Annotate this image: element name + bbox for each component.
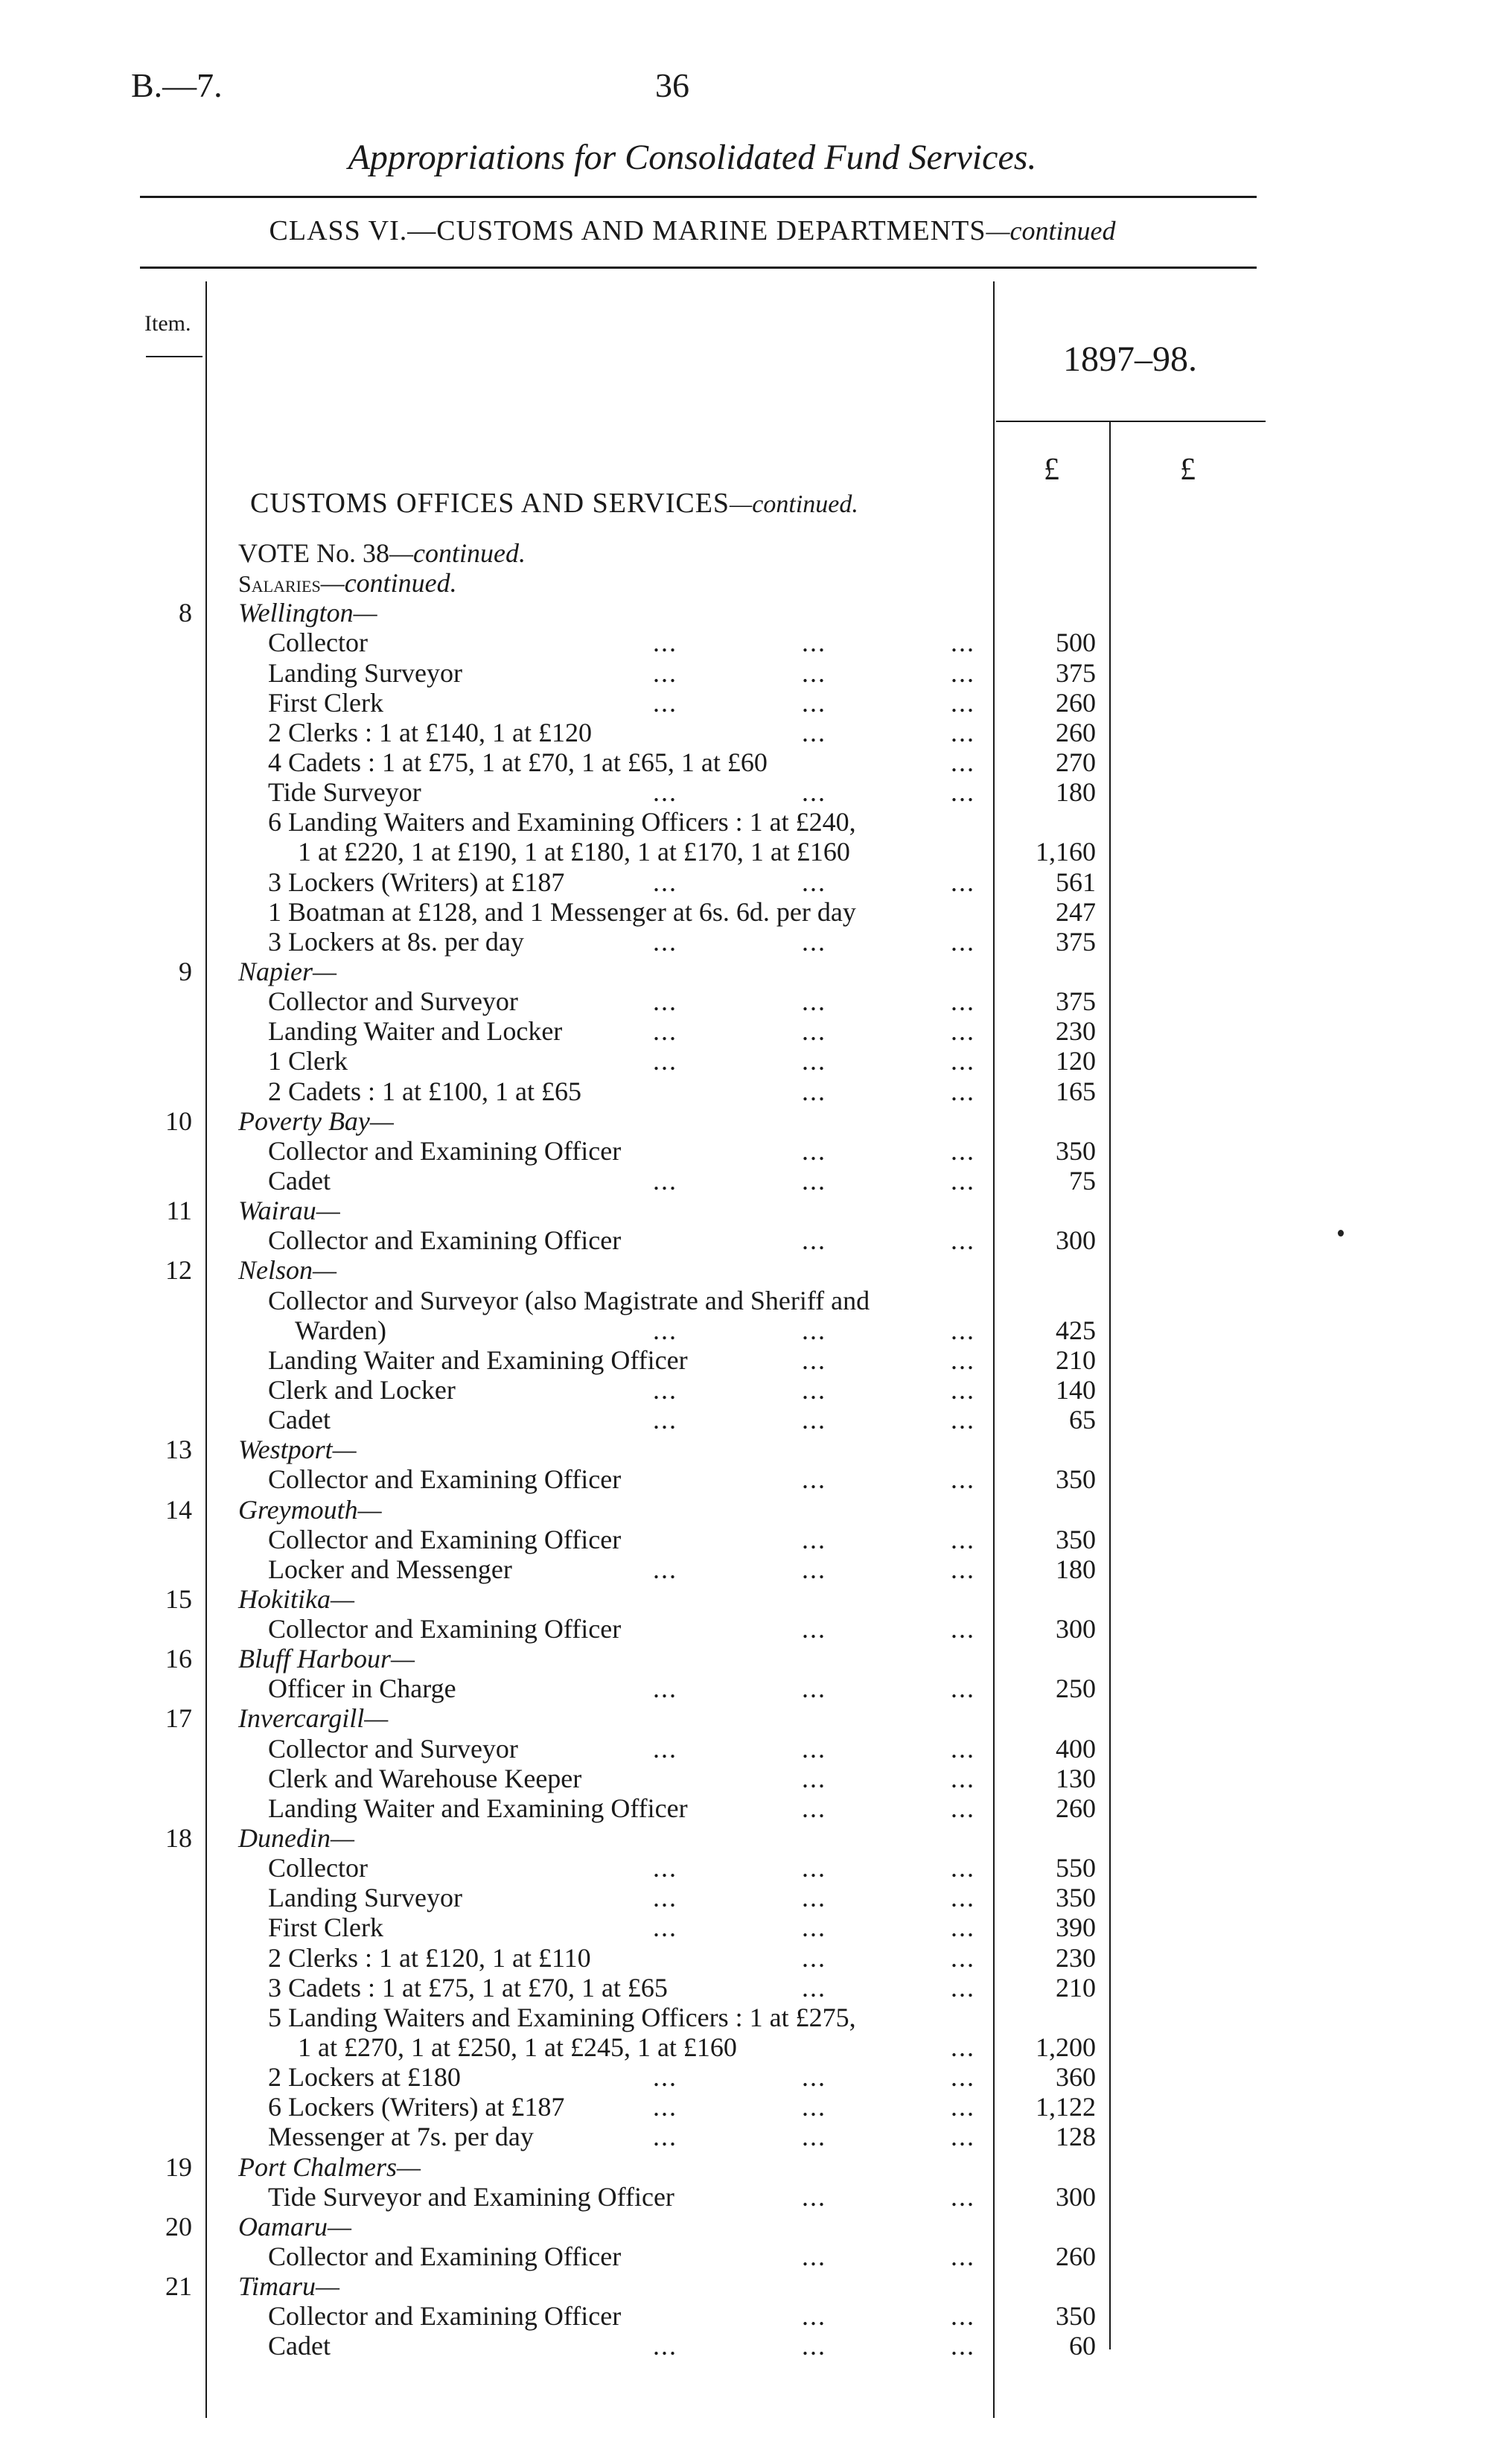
row-description-text: Bluff Harbour— [238,1644,415,1674]
row-description-text: VOTE No. 38 [238,538,389,568]
row-description-text: Collector and Surveyor [268,1733,518,1764]
row-description [268,986,518,1016]
row-amount: 260 [1056,717,1096,747]
row-description [268,1136,621,1166]
row-description [268,1764,581,1793]
item-header-underline [146,356,202,357]
row-description [268,1166,331,1196]
row-description-text: Dunedin— [238,1823,354,1854]
item-number: 12 [165,1255,192,1286]
row-description [268,1046,348,1076]
row-description [268,2301,621,2331]
row-description-text: 6 Lockers (Writers) at £187 [268,2092,565,2122]
section-heading-text: CUSTOMS OFFICES AND SERVICES [250,488,730,519]
leader-dots: ... ... [802,1942,975,1973]
leader-dots: ... ... ... [653,628,975,658]
leader-dots: ... ... [802,1793,975,1823]
row-description [238,598,377,628]
row-description [268,1883,462,1912]
leader-dots: ... ... ... [653,1315,975,1345]
item-number: 18 [165,1823,192,1854]
table-row [0,2003,1512,2032]
row-description-text: 1 at £270, 1 at £250, 1 at £245, 1 at £160 [298,2032,737,2063]
row-amount: 120 [1056,1046,1096,1076]
row-description-text: Locker and Messenger [268,1554,512,1584]
row-description [268,688,383,718]
row-description [268,718,592,747]
row-description [268,1286,870,1315]
class-heading-suffix: —continued [986,216,1116,246]
table-row [0,2062,1512,2092]
row-amount: 210 [1056,1972,1096,2003]
row-description-text: Cadet [268,1405,331,1435]
table-row [0,2092,1512,2122]
row-amount: 270 [1056,747,1096,777]
table-row [0,1375,1512,1405]
table-row [0,1286,1512,1315]
table-row [0,1016,1512,1046]
table-row [0,1255,1512,1285]
row-amount: 247 [1056,896,1096,927]
row-description [238,1584,354,1614]
table-row [0,538,1512,568]
table-row [0,1734,1512,1764]
row-amount: 180 [1056,1554,1096,1584]
leader-dots: ... ... ... [653,1554,975,1584]
row-description [268,1076,581,1106]
section-heading-suffix: —continued. [730,491,858,518]
table-row [0,1106,1512,1136]
row-description [268,1375,456,1405]
row-amount: 140 [1056,1374,1096,1405]
row-description-suffix: —continued. [389,538,526,568]
table-row [0,1823,1512,1853]
row-description-text: Port Chalmers— [238,2151,421,2182]
row-description [268,2092,564,2122]
row-description-text: Nelson— [238,1255,337,1286]
row-amount: 180 [1056,777,1096,808]
row-amount: 390 [1056,1912,1096,1943]
row-description-text: Salaries [238,570,321,598]
item-number: 9 [179,956,192,986]
class-heading-text: CLASS VI.—CUSTOMS AND MARINE DEPARTMENTS [269,215,986,246]
row-description-text: Collector and Examining Officer [268,1135,622,1166]
row-description-text: 2 Cadets : 1 at £100, 1 at £65 [268,1076,581,1106]
leader-dots: ... ... ... [653,1405,975,1435]
leader-dots: ... ... [802,1464,975,1495]
row-amount: 400 [1056,1733,1096,1764]
table-row [0,1196,1512,1225]
row-description [298,2032,737,2062]
leader-dots: ... ... ... [653,2092,975,2122]
row-amount: 425 [1056,1315,1096,1345]
page-number: 36 [655,66,689,104]
row-description [238,1703,388,1733]
row-description-text: 2 Clerks : 1 at £140, 1 at £120 [268,717,592,747]
leader-dots: ... ... [802,2181,975,2212]
appropriation-rows [0,538,1512,2361]
table-row [0,747,1512,777]
row-description [268,658,462,688]
leader-dots: ... ... ... [653,1912,975,1943]
leader-dots: ... ... ... [653,1674,975,1704]
leader-dots: ... ... [802,1076,975,1106]
row-description-text: Landing Waiter and Examining Officer [268,1793,688,1823]
item-number: 14 [165,1494,192,1525]
row-description-text: 3 Lockers at 8s. per day [268,926,524,957]
table-row [0,2242,1512,2271]
leader-dots: ... ... ... [653,1165,975,1196]
leader-dots: ... [951,2032,975,2063]
table-row [0,1525,1512,1554]
row-description [268,2003,856,2032]
row-description-text: Landing Surveyor [268,1883,462,1913]
row-amount: 165 [1056,1076,1096,1106]
row-description-text: 2 Lockers at £180 [268,2062,461,2093]
row-description-text: Westport— [238,1435,357,1465]
table-row [0,897,1512,927]
leader-dots: ... [951,747,975,777]
row-description-text: Hokitika— [238,1583,354,1614]
row-amount: 300 [1056,1225,1096,1256]
row-description-text: Collector [268,628,368,658]
row-description [268,897,856,927]
row-description [268,867,564,897]
table-row [0,1674,1512,1703]
item-number: 15 [165,1583,192,1614]
row-amount: 130 [1056,1763,1096,1793]
table-row [0,1764,1512,1793]
leader-dots: ... ... ... [653,657,975,688]
table-row [0,1315,1512,1345]
row-description-text: Collector and Examining Officer [268,2301,622,2332]
table-row [0,1136,1512,1166]
row-description [268,1674,456,1703]
table-row [0,1435,1512,1464]
row-description-text: Wellington— [238,598,377,628]
row-description [268,1943,591,1973]
row-amount: 350 [1056,1464,1096,1495]
row-description-text: Collector and Examining Officer [268,1614,622,1644]
item-number: 19 [165,2151,192,2182]
row-description-suffix: —continued. [320,568,457,599]
row-description [238,2271,339,2301]
table-row [0,1225,1512,1255]
leader-dots: ... ... ... [653,777,975,808]
table-row [0,1166,1512,1196]
item-number: 21 [165,2271,192,2302]
row-description-text: Landing Waiter and Examining Officer [268,1344,688,1375]
row-description [268,747,768,777]
table-row [0,1495,1512,1525]
row-amount: 561 [1056,867,1096,897]
row-description-text: Landing Surveyor [268,657,462,688]
leader-dots: ... ... ... [653,867,975,897]
table-row [0,1943,1512,1973]
row-description [268,2122,534,2151]
row-description [268,1554,512,1584]
row-description [268,2062,461,2092]
row-description-text: Napier— [238,956,337,986]
row-description [268,1853,368,1883]
row-description [238,1255,336,1285]
row-description [268,1525,621,1554]
table-row [0,2212,1512,2242]
leader-dots: ... ... ... [653,1883,975,1913]
leader-dots: ... ... [802,717,975,747]
row-amount: 350 [1056,1524,1096,1554]
row-description-text: Wairau— [238,1196,340,1226]
item-number: 17 [165,1703,192,1734]
row-description [268,807,856,837]
row-description-text: Landing Waiter and Locker [268,1016,563,1047]
year-header-underline [996,421,1266,422]
row-amount: 375 [1056,926,1096,957]
table-row [0,1345,1512,1375]
row-description-text: Collector and Examining Officer [268,1225,622,1256]
row-description-text: 6 Landing Waiters and Examining Officers : 1 at £240, [268,807,856,837]
row-amount: 375 [1056,986,1096,1017]
row-description-text: Officer in Charge [268,1674,456,1704]
item-number: 8 [179,598,192,628]
row-description-text: Clerk and Locker [268,1374,456,1405]
row-description-text: 3 Lockers (Writers) at £187 [268,867,565,897]
row-amount: 1,200 [1036,2032,1096,2063]
row-amount: 375 [1056,657,1096,688]
row-description-text: Collector and Surveyor (also Magistrate and Sheriff and [268,1285,870,1315]
leader-dots: ... ... [802,2301,975,2332]
year-column-header: 1897–98. [1063,339,1197,379]
row-description [295,1315,386,1345]
row-description [268,2242,621,2271]
leader-dots: ... ... ... [653,926,975,957]
leader-dots: ... ... ... [653,986,975,1017]
table-row [0,2182,1512,2212]
row-description-text: 4 Cadets : 1 at £75, 1 at £70, 1 at £65, 1 at £60 [268,747,768,777]
table-row [0,1883,1512,1912]
row-description [268,1464,621,1494]
row-description [238,957,336,986]
leader-dots: ... ... [802,1972,975,2003]
table-row [0,2271,1512,2301]
row-description-text: Collector and Examining Officer [268,1524,622,1554]
table-row [0,1554,1512,1584]
leader-dots: ... ... ... [653,1733,975,1764]
table-row [0,568,1512,598]
row-description-text: 3 Cadets : 1 at £75, 1 at £70, 1 at £65 [268,1972,668,2003]
leader-dots: ... ... [802,2242,975,2272]
row-description-text: Collector and Examining Officer [268,1464,622,1495]
row-description-text: 2 Clerks : 1 at £120, 1 at £110 [268,1942,591,1973]
row-description [268,1912,383,1942]
row-description-text: Collector [268,1853,368,1883]
leader-dots: ... ... ... [653,1046,975,1076]
row-description [268,777,421,807]
table-row [0,1973,1512,2003]
leader-dots: ... ... [802,1344,975,1375]
leader-dots: ... ... ... [653,687,975,718]
row-amount: 230 [1056,1942,1096,1973]
row-description [268,1345,688,1375]
table-row [0,628,1512,657]
table-row [0,2301,1512,2331]
row-description [238,1435,357,1464]
table-row [0,957,1512,986]
row-amount: 260 [1056,2242,1096,2272]
leader-dots: ... ... [802,1225,975,1256]
row-description-text: Invercargill— [238,1703,389,1734]
table-row [0,777,1512,807]
leader-dots: ... ... [802,1614,975,1644]
row-amount: 260 [1056,1793,1096,1823]
row-description [268,1016,562,1046]
row-description-text: 1 at £220, 1 at £190, 1 at £180, 1 at £170, 1 at £160 [298,837,850,867]
row-amount: 210 [1056,1344,1096,1375]
table-row [0,1584,1512,1614]
row-description [238,1106,394,1136]
row-amount: 350 [1056,2301,1096,2332]
leader-dots: ... ... ... [653,1853,975,1883]
row-description [268,2331,331,2361]
row-description-text: Oamaru— [238,2211,352,2242]
row-description [268,1793,688,1823]
table-row [0,807,1512,837]
leader-dots: ... ... ... [653,2062,975,2093]
row-description-text: Greymouth— [238,1494,382,1525]
table-row [0,1644,1512,1674]
row-description-text: Timaru— [238,2271,340,2302]
row-description-text: Warden) [295,1315,387,1345]
row-description [268,927,524,957]
row-description-text: Clerk and Warehouse Keeper [268,1763,582,1793]
table-row [0,658,1512,688]
row-description [238,2212,351,2242]
row-description-text: Messenger at 7s. per day [268,2122,534,2152]
item-number: 11 [166,1196,192,1226]
row-description [268,628,368,657]
row-description [238,1495,382,1525]
table-row [0,927,1512,957]
row-amount: 300 [1056,2181,1096,2212]
table-row [0,2122,1512,2151]
leader-dots: ... ... [802,1763,975,1793]
row-description [238,538,526,568]
row-description-text: Cadet [268,2331,331,2361]
table-row [0,1912,1512,1942]
table-row [0,986,1512,1016]
table-row [0,2032,1512,2062]
row-description [238,1196,340,1225]
row-description [268,1225,621,1255]
table-row [0,1046,1512,1076]
table-row [0,1076,1512,1106]
leader-dots: ... ... [802,1135,975,1166]
page-title: Appropriations for Consolidated Fund Services. [348,138,1037,177]
item-number: 10 [165,1105,192,1136]
table-row [0,1464,1512,1494]
table-row [0,1614,1512,1644]
table-row [0,1793,1512,1823]
row-description-text: Poverty Bay— [238,1105,394,1136]
row-description [238,2152,421,2182]
row-description [268,1973,668,2003]
row-amount: 60 [1069,2331,1096,2361]
row-amount: 360 [1056,2062,1096,2093]
row-amount: 250 [1056,1674,1096,1704]
row-amount: 260 [1056,687,1096,718]
row-description-text: 1 Boatman at £128, and 1 Messenger at 6s. 6d. per day [268,896,856,927]
document-reference: B.—7. [131,66,223,104]
leader-dots: ... ... ... [653,2122,975,2152]
row-description [268,1614,621,1644]
row-description-text: Tide Surveyor and Examining Officer [268,2181,674,2212]
row-amount: 65 [1069,1405,1096,1435]
row-amount: 128 [1056,2122,1096,2152]
leader-dots: ... ... [802,1524,975,1554]
table-row [0,688,1512,718]
row-description-text: First Clerk [268,1912,384,1943]
table-row [0,867,1512,897]
item-column-header: Item. [144,311,191,336]
row-description-text: 1 Clerk [268,1046,348,1076]
row-description [238,568,457,599]
table-row [0,718,1512,747]
section-heading [250,487,858,520]
pound-column-2: £ [1180,453,1196,487]
row-description [268,1405,331,1435]
row-amount: 75 [1069,1165,1096,1196]
leader-dots: ... ... ... [653,1016,975,1047]
item-number: 20 [165,2211,192,2242]
row-amount: 230 [1056,1016,1096,1047]
row-description-text: First Clerk [268,687,384,718]
row-amount: 550 [1056,1853,1096,1883]
row-description [238,1644,415,1674]
item-number: 13 [165,1435,192,1465]
top-rule [140,196,1257,198]
pound-column-1: £ [1044,453,1059,487]
row-amount: 350 [1056,1883,1096,1913]
row-amount: 300 [1056,1614,1096,1644]
item-number: 16 [165,1644,192,1674]
table-row [0,2152,1512,2182]
row-amount: 1,160 [1036,837,1096,867]
row-description [268,1734,518,1764]
class-heading [0,214,1385,247]
row-description [268,2182,674,2212]
table-row [0,1703,1512,1733]
row-description-text: Collector and Surveyor [268,986,518,1017]
row-description-text: Tide Surveyor [268,777,421,808]
row-description-text: Cadet [268,1165,331,1196]
leader-dots: ... ... ... [653,1374,975,1405]
row-description-text: Collector and Examining Officer [268,2242,622,2272]
row-amount: 350 [1056,1135,1096,1166]
leader-dots: ... ... ... [653,2331,975,2361]
row-description [238,1823,354,1853]
table-row [0,1853,1512,1883]
class-rule [140,267,1257,269]
row-description-text: 5 Landing Waiters and Examining Officers : 1 at £275, [268,2002,856,2032]
table-row [0,837,1512,867]
row-amount: 1,122 [1036,2092,1096,2122]
table-row [0,598,1512,628]
row-description [298,837,850,867]
row-amount: 500 [1056,628,1096,658]
table-row [0,1405,1512,1435]
table-row [0,2331,1512,2361]
